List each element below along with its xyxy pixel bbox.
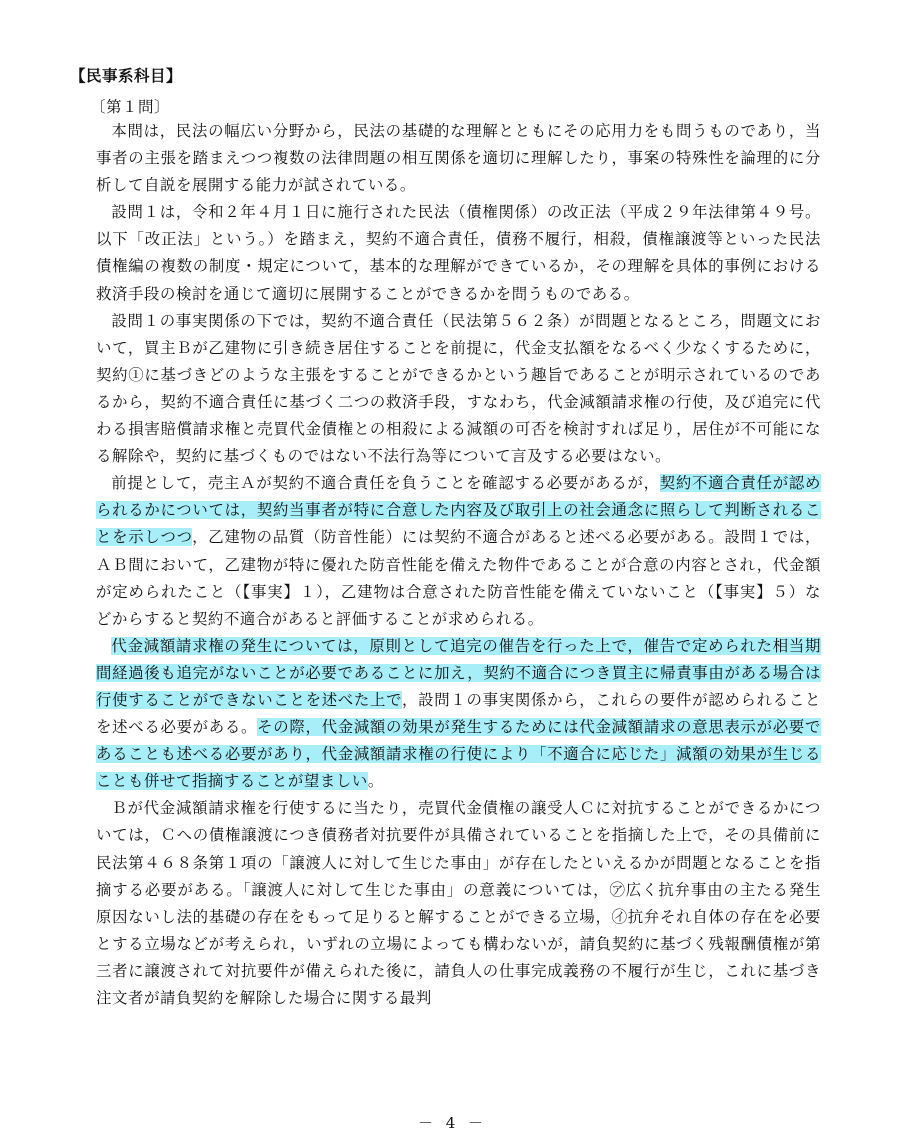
paragraph <box>96 795 821 1012</box>
document-body <box>96 118 821 1012</box>
page-number: － 4 － <box>417 1114 488 1132</box>
paragraph-text: ，乙建物の品質（防音性能）には契約不適合があると述べる必要がある。設問１では，ＡＢ間において，乙建物が特に優れた防音性能を備えた物件であることが合意の内容とされ，代金額が定められたこと（【事実】１），乙建物は合意された防音性能を備えていないこと（【事実】５）などからすると契約不適合があると評価することが求められる。 <box>96 528 821 628</box>
highlighted-text: 契約不適合責任が認められるかについては，契約当事者が特に合意した内容及び取引上の社会通念に照らして判断されることを示しつつ <box>96 474 821 547</box>
paragraph-text: Ｂが代金減額請求権を行使するに当たり，売買代金債権の譲受人Ｃに対抗することができるかについては，Ｃへの債権譲渡につき債務者対抗要件が具備されていることを指摘した上で，その具備前に民法第４６８条第１項の「譲渡人に対して生じた事由」が存在したといえるかが問題となることを指摘する必要がある。「譲渡人に対して生じた事由」の意義については，㋐広く抗弁事由の主たる発生原因ないし法的基礎の存在をもって足りると解することができる立場，㋑抗弁それ自体の存在を必要とする立場などが考えられ，いずれの立場によっても構わないが，請負契約に基づく残報酬債権が第三者に譲渡されて対抗要件が備えられた後に，請負人の仕事完成義務の不履行が生じ，これに基づき注文者が請負契約を解除した場合に関する最判 <box>96 799 821 1007</box>
paragraph-text: 本問は，民法の幅広い分野から，民法の基礎的な理解とともにその応用力をも問うものであり，当事者の主張を踏まえつつ複数の法律問題の相互関係を適切に理解したり，事案の特殊性を論理的に分析して自説を展開する能力が試されている。 <box>96 122 821 195</box>
paragraph <box>96 308 821 471</box>
paragraph-text: ，設問１の事実関係から，これらの要件が認められることを述べる必要がある。 <box>96 690 821 737</box>
highlighted-text: 代金減額請求権の発生については，原則として追完の催告を行った上で，催告で定められた相当期間経過後も追完がないことが必要であることに加え，契約不適合につき買主に帰責事由がある場合は行使することができないことを述べた上で <box>96 636 821 709</box>
paragraph-text: 設問１は，令和２年４月１日に施行された民法（債権関係）の改正法（平成２９年法律第４９号。以下「改正法」という。）を踏まえ，契約不適合責任，債務不履行，相殺，債権譲渡等といった民法債権編の複数の制度・規定について，基本的な理解ができているか，その理解を具体的事例における救済手段の検討を通じて適切に展開することができるかを問うものである。 <box>96 203 821 303</box>
paragraph <box>96 470 821 633</box>
section-title: 【民事系科目】 <box>70 67 183 85</box>
paragraph-text: 。 <box>367 772 384 791</box>
paragraph-text: 設問１の事実関係の下では，契約不適合責任（民法第５６２条）が問題となるところ，問題文において，買主Ｂが乙建物に引き続き居住することを前提に，代金支払額をなるべく少なくするために，契約①に基づきどのような主張をすることができるかという趣旨であることが明示されているのであるから，契約不適合責任に基づく二つの救済手段，すなわち，代金減額請求権の行使，及び追完に代わる損害賠償請求権と売買代金債権との相殺による減額の可否を検討すれば足り，居住が不可能になる解除や，契約に基づくものではない不法行為等について言及する必要はない。 <box>96 311 821 466</box>
paragraph <box>96 118 821 199</box>
paragraph <box>96 633 821 796</box>
highlighted-text: その際，代金減額の効果が発生するためには代金減額請求の意思表示が必要であることも述べる必要があり，代金減額請求権の行使により「不適合に応じた」減額の効果が生じることも併せて指摘することが望ましい <box>96 718 821 791</box>
question-title: 〔第１問〕 <box>90 98 171 116</box>
paragraph-text: 前提として，売主Ａが契約不適合責任を負うことを確認する必要があるが， <box>111 474 660 493</box>
paragraph <box>96 199 821 307</box>
